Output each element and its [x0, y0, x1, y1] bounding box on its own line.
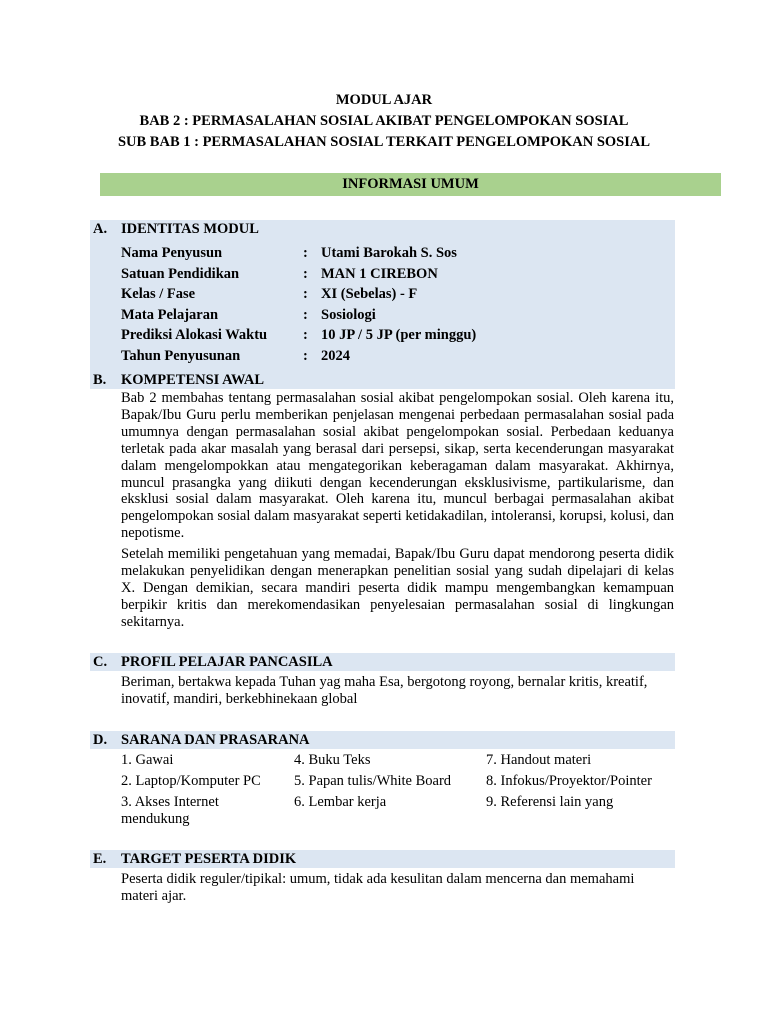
- section-a-heading: [90, 220, 675, 238]
- section-title: KOMPETENSI AWAL: [121, 372, 265, 388]
- sarana-item: 3. Akses Internet mendukung: [121, 794, 219, 827]
- section-b-heading: [90, 371, 675, 389]
- section-letter: C.: [93, 654, 108, 670]
- section-title: PROFIL PELAJAR PANCASILA: [121, 654, 333, 670]
- section-letter: D.: [93, 732, 108, 748]
- section-e-heading: [90, 850, 675, 868]
- identity-colon: :: [303, 245, 308, 261]
- subchapter-title: SUB BAB 1 : PERMASALAHAN SOSIAL TERKAIT PENGELOMPOKAN SOSIAL: [117, 134, 651, 150]
- identity-colon: :: [303, 327, 308, 343]
- section-letter: E.: [93, 851, 107, 867]
- section-d-heading: [90, 731, 675, 749]
- sarana-item: 2. Laptop/Komputer PC: [121, 773, 261, 789]
- identity-colon: :: [303, 306, 308, 323]
- sarana-item: 9. Referensi lain yang: [486, 794, 614, 810]
- sarana-list: [121, 752, 674, 832]
- identity-colon: :: [303, 265, 308, 282]
- kompetensi-paragraph-1: Bab 2 membahas tentang permasalahan sosial akibat pengelompokan sosial. Oleh karena itu, Bapak/Ibu Guru perlu memberikan penjelasan mengenai perbedaan permasalahan sosial pada umumnya dengan permasalahan sosial akibat pengelompokan sosial. Perbedaan keduanya terletak pada akar masalah yang berasal dari persepsi, sikap, serta kecenderungan masyarakat dalam mengelompokkan atau mengategorikan keberagaman dalam masyarakat. Akhirnya, muncul prasangka yang diikuti dengan kecenderungan eksklusivisme, partikularisme, dan eksklusi sosial dalam masyarakat. Oleh karena itu, muncul berbagai permasalahan akibat pengelompokan sosial dalam masyarakat seperti ketidakadilan, intoleransi, korupsi, kolusi, dan nepotisme.: [121, 390, 674, 542]
- section-letter: A.: [93, 221, 108, 237]
- informasi-umum-banner: INFORMASI UMUM: [100, 173, 721, 196]
- section-title: SARANA DAN PRASARANA: [121, 732, 310, 748]
- identity-value: 2024: [321, 347, 350, 364]
- sarana-item: 8. Infokus/Proyektor/Pointer: [486, 773, 652, 789]
- identity-label: Prediksi Alokasi Waktu: [121, 327, 268, 343]
- section-c-heading: [90, 653, 675, 671]
- identity-value: Utami Barokah S. Sos: [321, 245, 457, 261]
- identity-label: Mata Pelajaran: [121, 306, 219, 323]
- identity-value: Sosiologi: [321, 306, 376, 323]
- identity-label: Tahun Penyusunan: [121, 347, 241, 364]
- sarana-item: 4. Buku Teks: [294, 752, 371, 768]
- identity-colon: :: [303, 347, 308, 364]
- sarana-item: 5. Papan tulis/White Board: [294, 773, 452, 789]
- identity-label: Kelas / Fase: [121, 286, 196, 302]
- identity-value: XI (Sebelas) - F: [321, 286, 418, 302]
- target-peserta-text: Peserta didik reguler/tipikal: umum, tidak ada kesulitan dalam mencerna dan memahami materi ajar.: [121, 871, 635, 904]
- section-title: IDENTITAS MODUL: [121, 221, 259, 237]
- profil-pelajar-text: Beriman, bertakwa kepada Tuhan yag maha Esa, bergotong royong, bernalar kritis, kreatif, inovatif, mandiri, berkebhinekaan global: [121, 674, 648, 707]
- sarana-item: 7. Handout materi: [486, 752, 592, 768]
- identity-value: MAN 1 CIREBON: [321, 265, 438, 282]
- section-title: TARGET PESERTA DIDIK: [121, 851, 297, 867]
- identity-label: Nama Penyusun: [121, 245, 223, 261]
- sarana-item: 1. Gawai: [121, 752, 174, 768]
- chapter-title: BAB 2 : PERMASALAHAN SOSIAL AKIBAT PENGELOMPOKAN SOSIAL: [139, 113, 629, 129]
- section-letter: B.: [93, 372, 107, 388]
- identity-colon: :: [303, 286, 308, 302]
- sarana-item: 6. Lembar kerja: [294, 794, 387, 810]
- kompetensi-paragraph-2: Setelah memiliki pengetahuan yang memadai, Bapak/Ibu Guru dapat mendorong peserta didik melakukan penyelidikan dengan menerapkan penelitian sosial yang sudah dipelajari di kelas X. Dengan demikian, secara mandiri peserta didik mampu mengembangkan kemampuan berpikir kritis dan merekomendasikan penyelesaian permasalahan sosial di lingkungan sekitarnya.: [121, 546, 674, 630]
- document-header: [0, 90, 768, 153]
- document-title: MODUL AJAR: [335, 92, 433, 108]
- identity-value: 10 JP / 5 JP (per minggu): [321, 327, 477, 343]
- identity-label: Satuan Pendidikan: [121, 265, 240, 282]
